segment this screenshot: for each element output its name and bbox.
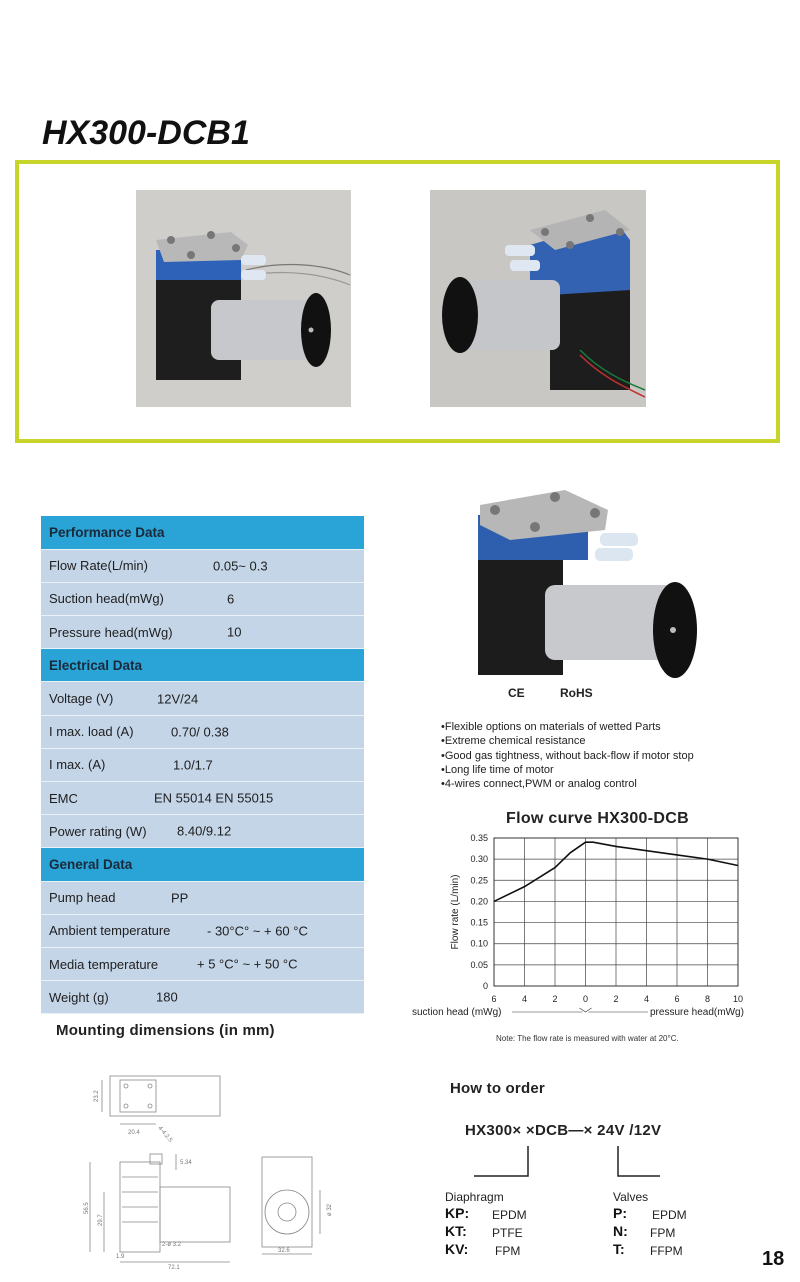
x-tick-label: 6	[491, 994, 497, 1004]
feature-item: • Good gas tightness, without back-flow if motor stop	[441, 749, 694, 763]
x-tick-label: 2	[552, 994, 558, 1004]
mounting-drawings	[80, 1062, 340, 1272]
spec-row	[41, 947, 364, 980]
valve-code: N:	[613, 1223, 628, 1239]
ce-mark: CE	[508, 686, 525, 700]
spec-label: Media temperature	[49, 956, 159, 972]
pump-photo-front	[136, 190, 351, 407]
spec-label: I max. load (A)	[49, 724, 134, 740]
y-tick-label: 0	[482, 981, 488, 991]
x-axis-label-left: suction head (mWg)	[412, 1007, 502, 1018]
dimension-label: 20.4	[128, 1130, 140, 1136]
y-tick-label: 0.15	[470, 917, 488, 928]
valve-desc: EPDM	[652, 1208, 687, 1222]
spec-value: + 5 °C° ~ + 50 °C	[197, 956, 298, 972]
x-tick-label: 10	[732, 994, 744, 1004]
rohs-mark: RoHS	[560, 686, 593, 700]
diaphragm-desc: FPM	[495, 1244, 521, 1258]
diaphragm-desc: PTFE	[492, 1226, 523, 1240]
spec-row	[41, 616, 364, 649]
spec-value: PP	[171, 890, 189, 906]
spec-label: Suction head(mWg)	[49, 591, 164, 607]
spec-value: 12V/24	[157, 691, 199, 707]
spec-label: Weight (g)	[49, 989, 109, 1005]
product-photo-frame	[15, 160, 780, 443]
spec-label: Power rating (W)	[49, 823, 147, 839]
diaphragm-desc: EPDM	[492, 1208, 527, 1222]
spec-label: Pressure head(mWg)	[49, 624, 173, 640]
spec-value: 6	[227, 591, 235, 607]
spec-row	[41, 748, 364, 781]
y-tick-label: 0.30	[470, 854, 488, 865]
spec-row	[41, 815, 364, 848]
spec-row	[41, 981, 364, 1014]
y-tick-label: 0.20	[470, 896, 488, 907]
y-tick-label: 0.10	[470, 938, 488, 949]
dimension-label: 1.9	[116, 1254, 125, 1260]
specification-table	[41, 516, 364, 1014]
y-tick-label: 0.25	[470, 875, 488, 886]
spec-row	[41, 881, 364, 914]
order-code-brackets	[468, 1140, 668, 1180]
page-title: HX300-DCB1	[42, 114, 250, 152]
dimension-label: 2-ø 3.2	[162, 1242, 182, 1248]
spec-row	[41, 682, 364, 715]
order-code: HX300× ×DCB—× 24V /12V	[465, 1122, 662, 1139]
x-tick-label: 8	[704, 994, 711, 1004]
chart-note: Note: The flow rate is measured with water at 20°C.	[496, 1034, 679, 1043]
dimension-label: 4-4.2.5	[156, 1125, 174, 1144]
spec-label: I max. (A)	[49, 757, 106, 773]
dimension-label: 5.34	[180, 1160, 192, 1166]
pump-photo-angled	[430, 190, 646, 407]
spec-value: EN 55014 EN 55015	[154, 790, 274, 806]
x-tick-label: 2	[613, 994, 619, 1004]
diaphragm-code: KP:	[445, 1205, 470, 1221]
x-tick-label: 4	[521, 994, 528, 1004]
spec-value: 0.05~ 0.3	[213, 558, 268, 574]
y-axis-label: Flow rate (L/min)	[450, 874, 461, 950]
spec-label: Flow Rate(L/min)	[49, 558, 148, 574]
spec-label: Ambient temperature	[49, 923, 171, 939]
flow-curve-chart	[408, 828, 778, 1028]
dimension-label: 32.6	[278, 1248, 290, 1254]
spec-row	[41, 914, 364, 947]
valve-code: T:	[613, 1241, 625, 1257]
dimension-label: 72.1	[168, 1265, 180, 1271]
x-tick-label: 4	[643, 994, 650, 1004]
spec-row	[41, 782, 364, 815]
spec-label: Pump head	[49, 890, 116, 906]
pump-photo-large	[470, 485, 720, 685]
dimension-label: 29.7	[98, 1214, 104, 1226]
x-tick-label: 0	[582, 994, 589, 1004]
feature-item: • Long life time of motor	[441, 763, 694, 777]
dimension-label: 23.2	[94, 1090, 100, 1102]
spec-value: 0.70/ 0.38	[171, 724, 229, 740]
chart-title: Flow curve HX300-DCB	[506, 810, 689, 827]
diaphragm-code: KV:	[445, 1241, 469, 1257]
x-axis-label-right: pressure head(mWg)	[650, 1007, 744, 1018]
zero-marker	[580, 1008, 592, 1012]
dimension-label: ø 32	[327, 1203, 333, 1216]
valve-desc: FFPM	[650, 1244, 683, 1258]
spec-row	[41, 715, 364, 748]
spec-value: 1.0/1.7	[173, 757, 213, 773]
dimension-label: 56.5	[84, 1202, 90, 1214]
spec-label: Voltage (V)	[49, 691, 114, 707]
spec-section-header: Performance Data	[41, 516, 364, 549]
valves-heading: Valves	[613, 1190, 649, 1204]
spec-section-header: Electrical Data	[41, 649, 364, 682]
diaphragm-heading: Diaphragm	[445, 1190, 504, 1204]
spec-row	[41, 549, 364, 582]
spec-value: 8.40/9.12	[177, 823, 232, 839]
spec-label: EMC	[49, 790, 78, 806]
feature-item: • Flexible options on materials of wetted Parts	[441, 720, 694, 734]
valve-desc: FPM	[650, 1226, 676, 1240]
spec-row	[41, 582, 364, 615]
diaphragm-code: KT:	[445, 1223, 467, 1239]
feature-item: • Extreme chemical resistance	[441, 734, 694, 748]
mounting-title: Mounting dimensions (in mm)	[56, 1022, 275, 1039]
y-tick-label: 0.35	[470, 833, 488, 843]
feature-list	[441, 720, 694, 791]
order-title: How to order	[450, 1080, 545, 1097]
spec-value: 180	[156, 989, 178, 1005]
page-number: 18	[762, 1248, 785, 1270]
spec-section-header: General Data	[41, 848, 364, 881]
spec-value: - 30°C° ~ + 60 °C	[207, 923, 308, 939]
x-tick-label: 6	[674, 994, 680, 1004]
y-tick-label: 0.05	[470, 959, 488, 970]
spec-value: 10	[227, 624, 242, 640]
valve-code: P:	[613, 1205, 627, 1221]
feature-item: • 4-wires connect,PWM or analog control	[441, 777, 694, 791]
